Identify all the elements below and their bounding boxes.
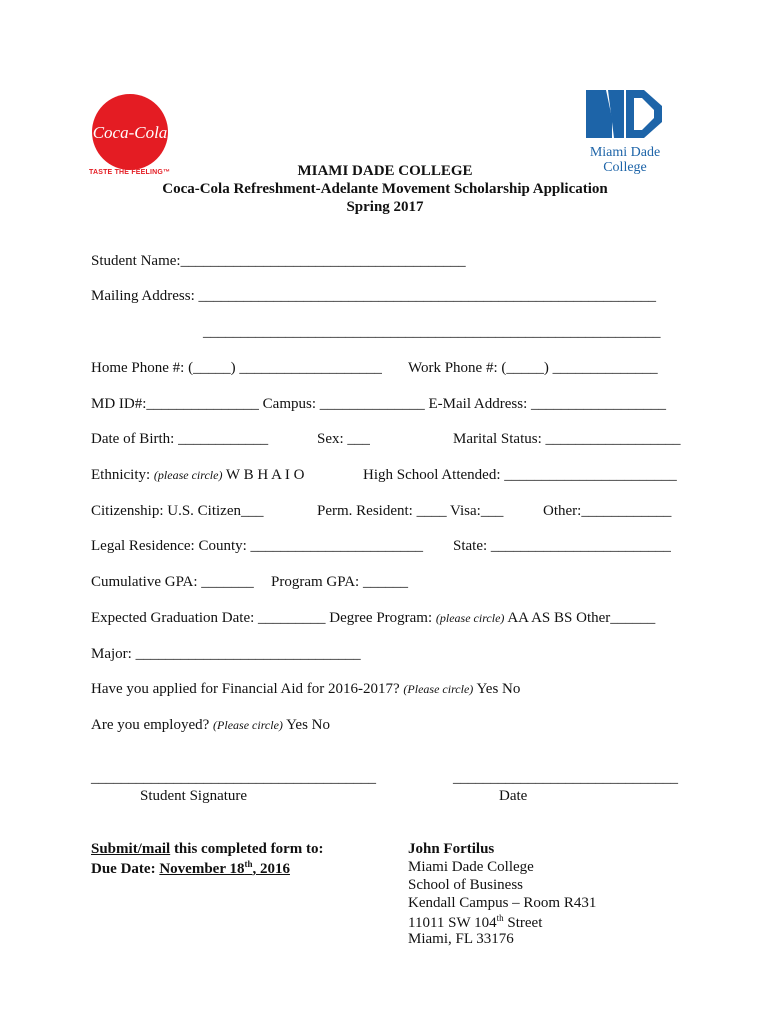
address-line1: Miami Dade College <box>408 859 534 875</box>
employed-label: Are you employed? <box>91 717 214 733</box>
student-name-field[interactable]: Student Name:______________________________________ <box>91 253 466 269</box>
legal-residence-county-field[interactable]: Legal Residence: County: _______________________ <box>91 538 424 554</box>
mailing-address-line2-field[interactable]: _____________________________________________________________ <box>203 324 661 340</box>
date-of-birth-field[interactable]: Date of Birth: ____________ <box>91 431 269 447</box>
coca-cola-tagline: TASTE THE FEELING™ <box>89 169 171 176</box>
high-school-field[interactable]: High School Attended: _______________________ <box>363 467 677 483</box>
date-line[interactable]: ______________________________ <box>453 770 678 786</box>
degree-options[interactable]: AA AS BS Other______ <box>504 610 656 626</box>
graduation-degree-row[interactable] <box>91 610 655 627</box>
address-line3: Kendall Campus – Room R431 <box>408 895 597 911</box>
address-line4: 11011 SW 104th Street <box>408 913 543 931</box>
cumulative-gpa-field[interactable]: Cumulative GPA: _______ <box>91 574 254 590</box>
citizenship-field[interactable]: Citizenship: U.S. Citizen___ <box>91 503 264 519</box>
submit-mail-label: Submit/mail <box>91 841 171 857</box>
marital-status-field[interactable]: Marital Status: __________________ <box>453 431 681 447</box>
submit-rest-label: this completed form to: <box>170 841 324 857</box>
ethnicity-options[interactable]: W B H A I O <box>222 467 305 483</box>
financial-aid-options[interactable]: Yes No <box>473 681 521 697</box>
program-gpa-field[interactable]: Program GPA: ______ <box>271 574 408 590</box>
contact-name: John Fortilus <box>408 841 495 857</box>
financial-aid-note: (Please circle) <box>403 682 474 696</box>
ethnicity-field[interactable] <box>91 467 304 484</box>
work-phone-field[interactable]: Work Phone #: (_____) ______________ <box>408 360 658 376</box>
other-citizenship-field[interactable]: Other:____________ <box>543 503 672 519</box>
mdc-name-line1: Miami Dade <box>589 145 661 160</box>
header-college: MIAMI DADE COLLEGE <box>297 163 473 179</box>
header-title: Coca-Cola Refreshment-Adelante Movement Scholarship Application <box>162 181 608 197</box>
coca-cola-wordmark: Coca-Cola <box>92 123 168 142</box>
mdc-logo <box>584 88 666 175</box>
graduation-date-field[interactable]: Expected Graduation Date: _________ Degree Program: <box>91 610 436 626</box>
perm-resident-visa-field[interactable]: Perm. Resident: ____ Visa:___ <box>317 503 504 519</box>
header-term: Spring 2017 <box>346 199 424 215</box>
degree-note: (please circle) <box>435 611 505 625</box>
address-line2: School of Business <box>408 877 524 893</box>
date-label: Date <box>499 788 528 804</box>
home-phone-field[interactable]: Home Phone #: (_____) ___________________ <box>91 360 382 376</box>
submit-instruction <box>91 841 323 858</box>
mailing-address-field[interactable]: Mailing Address: _____________________________________________________________ <box>91 288 656 304</box>
ethnicity-note: (please circle) <box>153 468 223 482</box>
sex-field[interactable]: Sex: ___ <box>317 431 370 447</box>
due-date <box>91 859 290 878</box>
signature-label: Student Signature <box>140 788 248 804</box>
due-date-label: Due Date: <box>91 861 160 877</box>
state-field[interactable]: State: ________________________ <box>453 538 671 554</box>
financial-aid-question[interactable] <box>91 681 520 698</box>
md-id-campus-email-row[interactable]: MD ID#:_______________ Campus: ______________ E-Mail Address: __________________ <box>91 396 666 412</box>
employed-question[interactable] <box>91 717 330 734</box>
financial-aid-label: Have you applied for Financial Aid for 2016-2017? <box>91 681 404 697</box>
ethnicity-label: Ethnicity: <box>91 467 154 483</box>
due-date-value: November 18th, 2016 <box>159 859 290 877</box>
mdc-emblem-icon <box>584 88 666 140</box>
address-line5: Miami, FL 33176 <box>408 931 514 947</box>
employed-options[interactable]: Yes No <box>282 717 331 733</box>
major-field[interactable]: Major: ______________________________ <box>91 646 361 662</box>
employed-note: (Please circle) <box>213 718 283 732</box>
mdc-name-line2: College <box>603 160 647 175</box>
signature-line[interactable]: ______________________________________ <box>91 770 376 786</box>
